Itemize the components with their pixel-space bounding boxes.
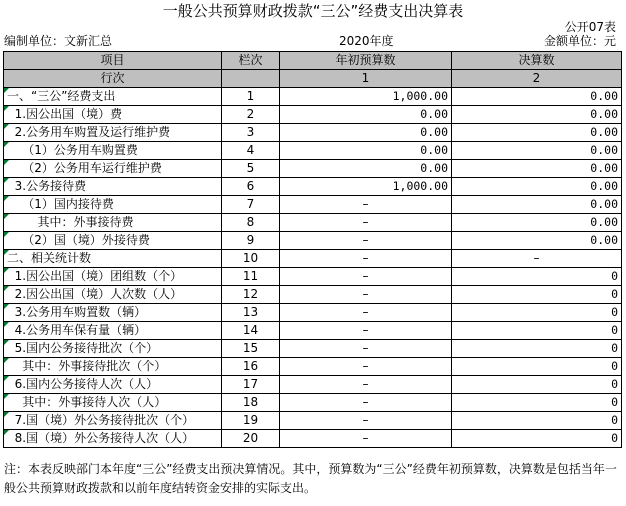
row-item-label: （1）公务用车购置费 <box>4 142 222 160</box>
row-budget-value: – <box>280 214 452 232</box>
row-budget-value: – <box>280 304 452 322</box>
footnote: 注：本表反映部门本年度“三公”经费支出预决算情况。其中，预算数为“三公”经费年初预算数，决算数是包括当年一般公共预算财政拨款和以前年度结转资金安排的实际支出。 <box>4 462 617 495</box>
row-actual-value: 0.00 <box>452 214 622 232</box>
column-header-line: 栏次 <box>222 52 280 70</box>
row-item-label: 7.国（境）外公务接待批次（个） <box>4 412 222 430</box>
row-line-number: 3 <box>222 124 280 142</box>
table-row <box>4 394 622 412</box>
row-item-label: 1.因公出国（境）费 <box>4 106 222 124</box>
row-item-label: 其中：外事接待人次（人） <box>4 394 222 412</box>
row-item-label: 8.国（境）外公务接待人次（人） <box>4 430 222 448</box>
row-item-label: 3.公务接待费 <box>4 178 222 196</box>
row-line-number: 19 <box>222 412 280 430</box>
row-line-number: 14 <box>222 322 280 340</box>
row-budget-value: – <box>280 412 452 430</box>
row-actual-value: 0.00 <box>452 106 622 124</box>
row-line-number: 2 <box>222 106 280 124</box>
row-line-number: 9 <box>222 232 280 250</box>
row-item-label: 其中：外事接待批次（个） <box>4 358 222 376</box>
compiling-unit: 编制单位：文新汇总 <box>4 34 113 48</box>
row-actual-value: 0 <box>452 304 622 322</box>
table-row <box>4 106 622 124</box>
row-line-number: 7 <box>222 196 280 214</box>
expense-table <box>3 51 622 448</box>
row-line-number: 5 <box>222 160 280 178</box>
row-line-number: 4 <box>222 142 280 160</box>
row-budget-value: 0.00 <box>280 160 452 178</box>
row-budget-value: 1,000.00 <box>280 178 452 196</box>
row-item-label: 2.公务用车购置及运行维护费 <box>4 124 222 142</box>
table-header-row <box>4 52 622 70</box>
row-line-number: 12 <box>222 286 280 304</box>
row-budget-value: – <box>280 376 452 394</box>
column-header-item: 项目 <box>4 52 222 70</box>
row-item-label: 3.公务用车购置数（辆） <box>4 304 222 322</box>
row-actual-value: 0.00 <box>452 88 622 106</box>
row-actual-value: 0 <box>452 376 622 394</box>
row-budget-value: – <box>280 430 452 448</box>
row-actual-value: 0 <box>452 394 622 412</box>
row-actual-value: 0 <box>452 430 622 448</box>
row-line-number: 11 <box>222 268 280 286</box>
index-actual: 2 <box>452 70 622 88</box>
row-actual-value: 0 <box>452 286 622 304</box>
row-budget-value: 1,000.00 <box>280 88 452 106</box>
table-row <box>4 412 622 430</box>
row-item-label: （1）国内接待费 <box>4 196 222 214</box>
row-item-label: 二、相关统计数 <box>4 250 222 268</box>
index-budget: 1 <box>280 70 452 88</box>
row-line-number: 16 <box>222 358 280 376</box>
row-line-number: 17 <box>222 376 280 394</box>
row-line-number: 20 <box>222 430 280 448</box>
row-line-number: 6 <box>222 178 280 196</box>
table-row <box>4 88 622 106</box>
table-row <box>4 232 622 250</box>
table-row <box>4 286 622 304</box>
row-actual-value: 0.00 <box>452 124 622 142</box>
row-budget-value: – <box>280 286 452 304</box>
table-row <box>4 160 622 178</box>
row-line-number: 18 <box>222 394 280 412</box>
currency-unit: 金额单位：元 <box>543 34 616 48</box>
row-line-number: 1 <box>222 88 280 106</box>
row-budget-value: – <box>280 232 452 250</box>
row-actual-value: 0 <box>452 358 622 376</box>
column-header-actual: 决算数 <box>452 52 622 70</box>
row-budget-value: – <box>280 322 452 340</box>
row-budget-value: – <box>280 340 452 358</box>
table-row <box>4 250 622 268</box>
row-actual-value: 0 <box>452 268 622 286</box>
row-budget-value: 0.00 <box>280 142 452 160</box>
row-budget-value: – <box>280 196 452 214</box>
row-actual-value: 0 <box>452 322 622 340</box>
row-budget-value: – <box>280 358 452 376</box>
column-header-budget: 年初预算数 <box>280 52 452 70</box>
row-item-label: 5.国内公务接待批次（个） <box>4 340 222 358</box>
row-budget-value: 0.00 <box>280 106 452 124</box>
index-line <box>222 70 280 88</box>
row-item-label: 2.因公出国（境）人次数（人） <box>4 286 222 304</box>
row-actual-value: 0 <box>452 340 622 358</box>
row-item-label: （2）公务用车运行维护费 <box>4 160 222 178</box>
table-row <box>4 178 622 196</box>
row-budget-value: – <box>280 394 452 412</box>
row-actual-value: 0.00 <box>452 178 622 196</box>
report-title: 一般公共预算财政拨款“三公”经费支出决算表 <box>162 2 464 20</box>
row-budget-value: – <box>280 250 452 268</box>
table-row <box>4 142 622 160</box>
row-line-number: 8 <box>222 214 280 232</box>
table-row <box>4 340 622 358</box>
report-meta-row <box>0 34 622 49</box>
table-row <box>4 376 622 394</box>
row-line-number: 15 <box>222 340 280 358</box>
row-item-label: 4.公务用车保有量（辆） <box>4 322 222 340</box>
row-item-label: 一、“三公”经费支出 <box>4 88 222 106</box>
row-item-label: 6.国内公务接待人次（人） <box>4 376 222 394</box>
row-actual-value: – <box>452 250 622 268</box>
table-row <box>4 430 622 448</box>
table-row <box>4 214 622 232</box>
form-number: 公开07表 <box>564 20 616 34</box>
row-line-number: 13 <box>222 304 280 322</box>
row-actual-value: 0.00 <box>452 232 622 250</box>
row-item-label: 其中：外事接待费 <box>4 214 222 232</box>
row-actual-value: 0.00 <box>452 196 622 214</box>
table-index-row <box>4 70 622 88</box>
table-row <box>4 322 622 340</box>
table-row <box>4 358 622 376</box>
table-row <box>4 304 622 322</box>
table-row <box>4 124 622 142</box>
row-line-number: 10 <box>222 250 280 268</box>
row-actual-value: 0.00 <box>452 142 622 160</box>
row-actual-value: 0 <box>452 412 622 430</box>
report-year: 2020年度 <box>339 34 394 48</box>
index-label: 行次 <box>4 70 222 88</box>
row-budget-value: – <box>280 268 452 286</box>
row-budget-value: 0.00 <box>280 124 452 142</box>
table-row <box>4 268 622 286</box>
row-actual-value: 0.00 <box>452 160 622 178</box>
row-item-label: 1.因公出国（境）团组数（个） <box>4 268 222 286</box>
row-item-label: （2）国（境）外接待费 <box>4 232 222 250</box>
table-row <box>4 196 622 214</box>
